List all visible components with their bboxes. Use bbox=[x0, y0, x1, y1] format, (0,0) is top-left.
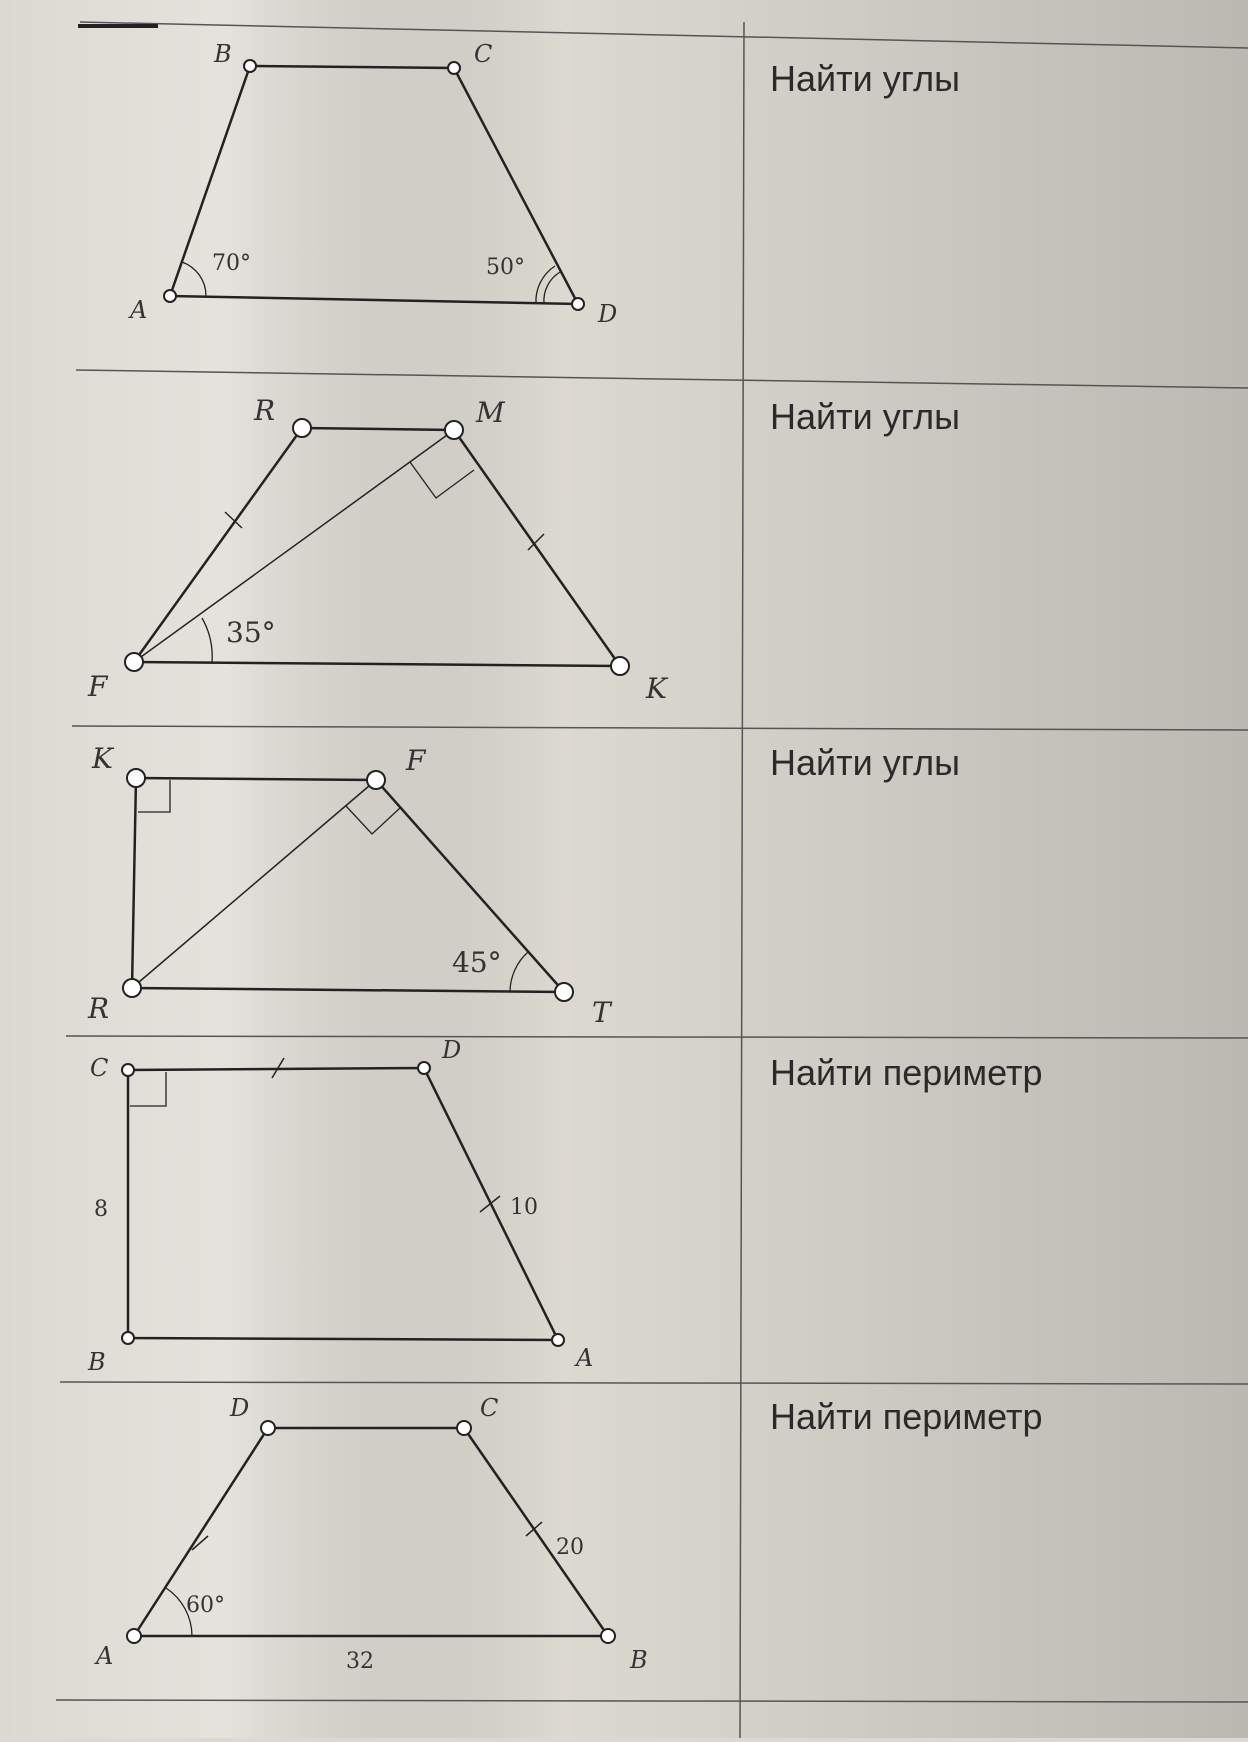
side-label: 8 bbox=[94, 1197, 108, 1222]
vertex-label: A bbox=[576, 1344, 594, 1372]
task-instruction: Найти углы bbox=[770, 396, 960, 437]
vertex-label: M bbox=[476, 396, 505, 429]
vertex-label: R bbox=[88, 992, 110, 1025]
side-label: 20 bbox=[556, 1535, 584, 1560]
vertex-label: A bbox=[130, 296, 148, 324]
vertex-label: D bbox=[442, 1036, 462, 1064]
vertex-label: A bbox=[96, 1642, 114, 1670]
vertex-label: D bbox=[230, 1394, 250, 1422]
side-label: 32 bbox=[346, 1649, 374, 1674]
vertex-label: B bbox=[88, 1348, 106, 1376]
task-instruction: Найти периметр bbox=[770, 1052, 1043, 1093]
vertex-label: F bbox=[88, 670, 108, 703]
vertex-label: D bbox=[598, 300, 618, 328]
vertex-label: B bbox=[630, 1646, 648, 1674]
task-instruction: Найти периметр bbox=[770, 1396, 1043, 1437]
vertex-label: K bbox=[92, 742, 113, 775]
angle-label: 45° bbox=[452, 946, 502, 979]
vertex-label: B bbox=[214, 40, 232, 68]
angle-label: 70° bbox=[212, 251, 251, 276]
angle-label: 50° bbox=[486, 255, 525, 280]
vertex-label: F bbox=[406, 744, 426, 777]
vertex-label: R bbox=[254, 394, 276, 427]
vertex-label: T bbox=[592, 996, 611, 1029]
angle-label: 60° bbox=[186, 1593, 225, 1618]
task-instruction: Найти углы bbox=[770, 742, 960, 783]
angle-label: 35° bbox=[226, 616, 276, 649]
vertex-label: C bbox=[480, 1394, 499, 1422]
task-instruction: Найти углы bbox=[770, 58, 960, 99]
vertex-label: K bbox=[646, 672, 667, 705]
vertex-label: C bbox=[474, 40, 493, 68]
side-label: 10 bbox=[510, 1195, 538, 1220]
vertex-label: C bbox=[90, 1054, 109, 1082]
